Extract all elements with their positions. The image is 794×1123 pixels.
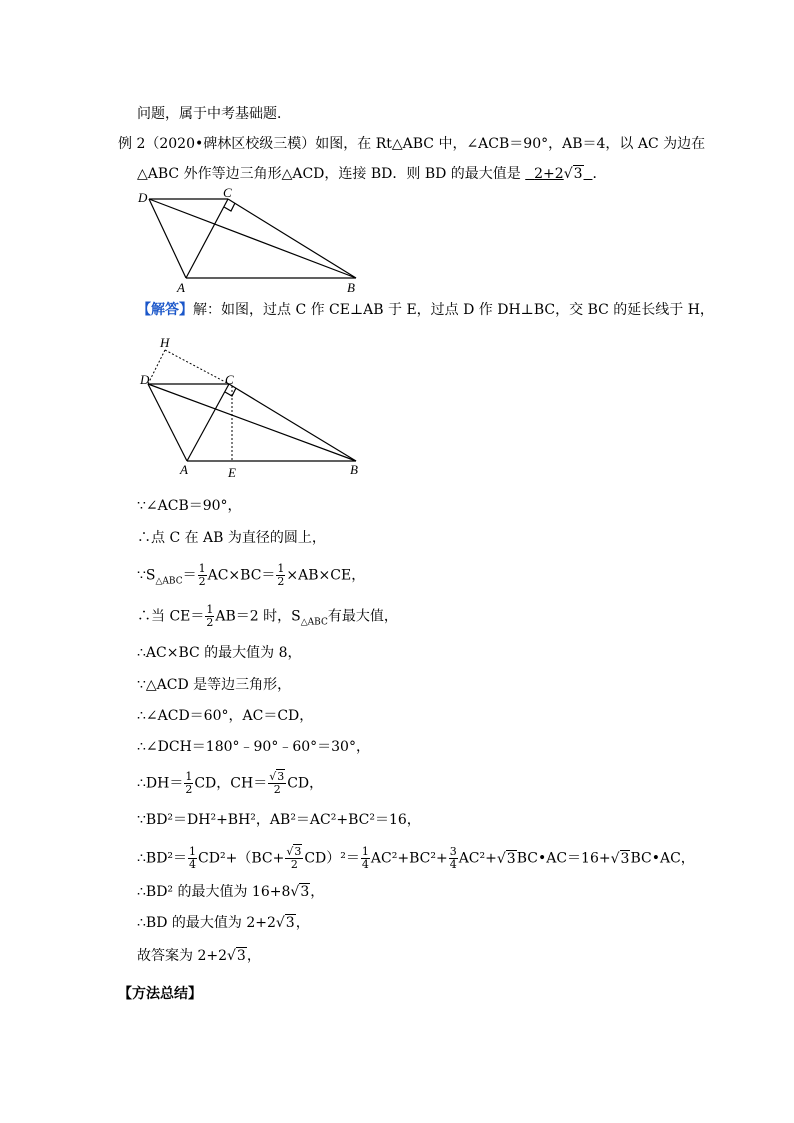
question-text: △ABC 外作等边三角形△ACD，连接 BD．则 BD 的最大值是 xyxy=(137,166,521,182)
step-9 xyxy=(137,771,323,796)
segment-AC xyxy=(186,199,228,278)
fraction-quarter: $\frac{1}{4}$ xyxy=(361,845,369,871)
solution-tag: 【解答】 xyxy=(137,302,193,318)
step-11-text7: BC•AC， xyxy=(630,850,695,867)
step-13-text: ∴BD 的最大值为 2+2 xyxy=(137,915,276,931)
sqrt-symbol: √3 xyxy=(610,850,630,867)
step-11-text3: CD）²＝ xyxy=(304,850,360,867)
label-C: C xyxy=(223,188,232,200)
step-8: ∴∠DCH＝180°﹣90°﹣60°＝30°， xyxy=(137,739,370,755)
label-A: A xyxy=(180,462,188,477)
fraction-half: $\frac{1}{2}$ xyxy=(277,562,285,588)
sqrt-symbol: √3 xyxy=(227,948,246,964)
step-11-text5: AC²+ xyxy=(458,850,497,867)
label-A: A xyxy=(177,280,185,293)
step-3-text3: ×AB×CE， xyxy=(286,567,366,584)
step-10: ∵BD²＝DH²+BH²，AB²＝AC²+BC²＝16， xyxy=(137,812,421,828)
fraction-three-quarters: $\frac{3}{4}$ xyxy=(449,845,457,871)
step-11-text6: BC•AC＝16+ xyxy=(516,850,611,867)
step-4-text: ∴当 CE＝ xyxy=(137,608,205,625)
label-E: E xyxy=(228,465,236,480)
step-9-text: ∴DH＝ xyxy=(137,775,184,792)
step-9-text3: CD， xyxy=(287,775,324,792)
method-summary-heading: 【方法总结】 xyxy=(118,986,202,1002)
segment-DH-dashed xyxy=(148,350,165,384)
label-B: B xyxy=(350,462,358,477)
sqrt-symbol: √3 xyxy=(290,884,310,900)
segment-HC-dashed xyxy=(165,350,229,384)
answer-blank xyxy=(525,166,592,182)
step-14-end: ， xyxy=(246,948,261,964)
step-7: ∴∠ACD＝60°，AC＝CD， xyxy=(137,708,314,724)
step-11 xyxy=(137,846,695,871)
segment-CB xyxy=(229,384,356,461)
step-4-sub: △ABC xyxy=(300,617,328,628)
step-12-end: ， xyxy=(310,884,325,900)
sqrt-symbol: √3 xyxy=(275,915,295,931)
step-12 xyxy=(137,882,324,902)
example-heading: 例 2（2020•碑林区校级三模）如图，在 Rt△ABC 中，∠ACB＝90°，AB＝4，以 AC 为边在 xyxy=(118,136,706,152)
sqrt-symbol: √3 xyxy=(563,166,583,182)
question-end: ． xyxy=(592,166,607,182)
fraction-half: $\frac{1}{2}$ xyxy=(185,770,193,796)
solution-line xyxy=(137,300,714,320)
intro-line: 问题，属于中考基础题． xyxy=(137,106,291,122)
step-1: ∵∠ACB＝90°， xyxy=(137,498,242,514)
fraction-sqrt3-over-2: $\frac{√3}{2}$ xyxy=(286,845,302,871)
step-4-text3: 有最大值， xyxy=(327,608,398,625)
fraction-quarter: $\frac{1}{4}$ xyxy=(189,845,197,871)
segment-CB xyxy=(228,199,356,278)
segment-AC xyxy=(187,384,229,461)
step-11-text4: AC²+BC²+ xyxy=(370,850,448,867)
step-9-text2: CD，CH＝ xyxy=(194,775,268,792)
segment-DA xyxy=(148,384,187,461)
fraction-half: $\frac{1}{2}$ xyxy=(198,562,206,588)
step-4-text2: AB＝2 时，S xyxy=(215,608,301,625)
step-3-eq: ＝ xyxy=(182,567,197,584)
step-3 xyxy=(137,563,365,588)
step-2: ∴点 C 在 AB 为直径的圆上， xyxy=(137,530,326,546)
step-11-text: ∴BD²＝ xyxy=(137,850,188,867)
step-11-text2: CD²+（BC+ xyxy=(198,850,285,867)
step-12-text: ∴BD² 的最大值为 16+8 xyxy=(137,884,291,900)
step-3-text2: AC×BC＝ xyxy=(207,567,276,584)
figure-1-diagram xyxy=(130,188,370,293)
step-5: ∴AC×BC 的最大值为 8， xyxy=(137,645,302,661)
example-question xyxy=(137,164,606,184)
step-3-sub: △ABC xyxy=(155,576,183,587)
step-6: ∵△ACD 是等边三角形， xyxy=(137,677,292,693)
label-H: H xyxy=(160,335,170,350)
step-14 xyxy=(137,946,261,966)
label-D: D xyxy=(140,372,150,387)
step-13-end: ， xyxy=(295,915,310,931)
answer-value: 2+2 xyxy=(534,166,564,182)
segment-DB xyxy=(148,384,356,461)
label-D: D xyxy=(138,190,148,205)
fraction-sqrt3-over-2: $\frac{√3}{2}$ xyxy=(269,770,285,796)
step-14-text: 故答案为 2+2 xyxy=(137,948,227,964)
label-C: C xyxy=(225,372,234,387)
figure-2-diagram xyxy=(130,333,370,483)
step-13 xyxy=(137,913,310,933)
fraction-half: $\frac{1}{2}$ xyxy=(206,603,214,629)
sqrt-symbol: √3 xyxy=(496,850,516,867)
step-3-text: ∵S xyxy=(137,567,156,584)
step-4 xyxy=(137,604,398,629)
solution-text: 解：如图，过点 C 作 CE⊥AB 于 E，过点 D 作 DH⊥BC，交 BC 的延长线于 H， xyxy=(193,302,714,318)
label-B: B xyxy=(347,280,355,293)
